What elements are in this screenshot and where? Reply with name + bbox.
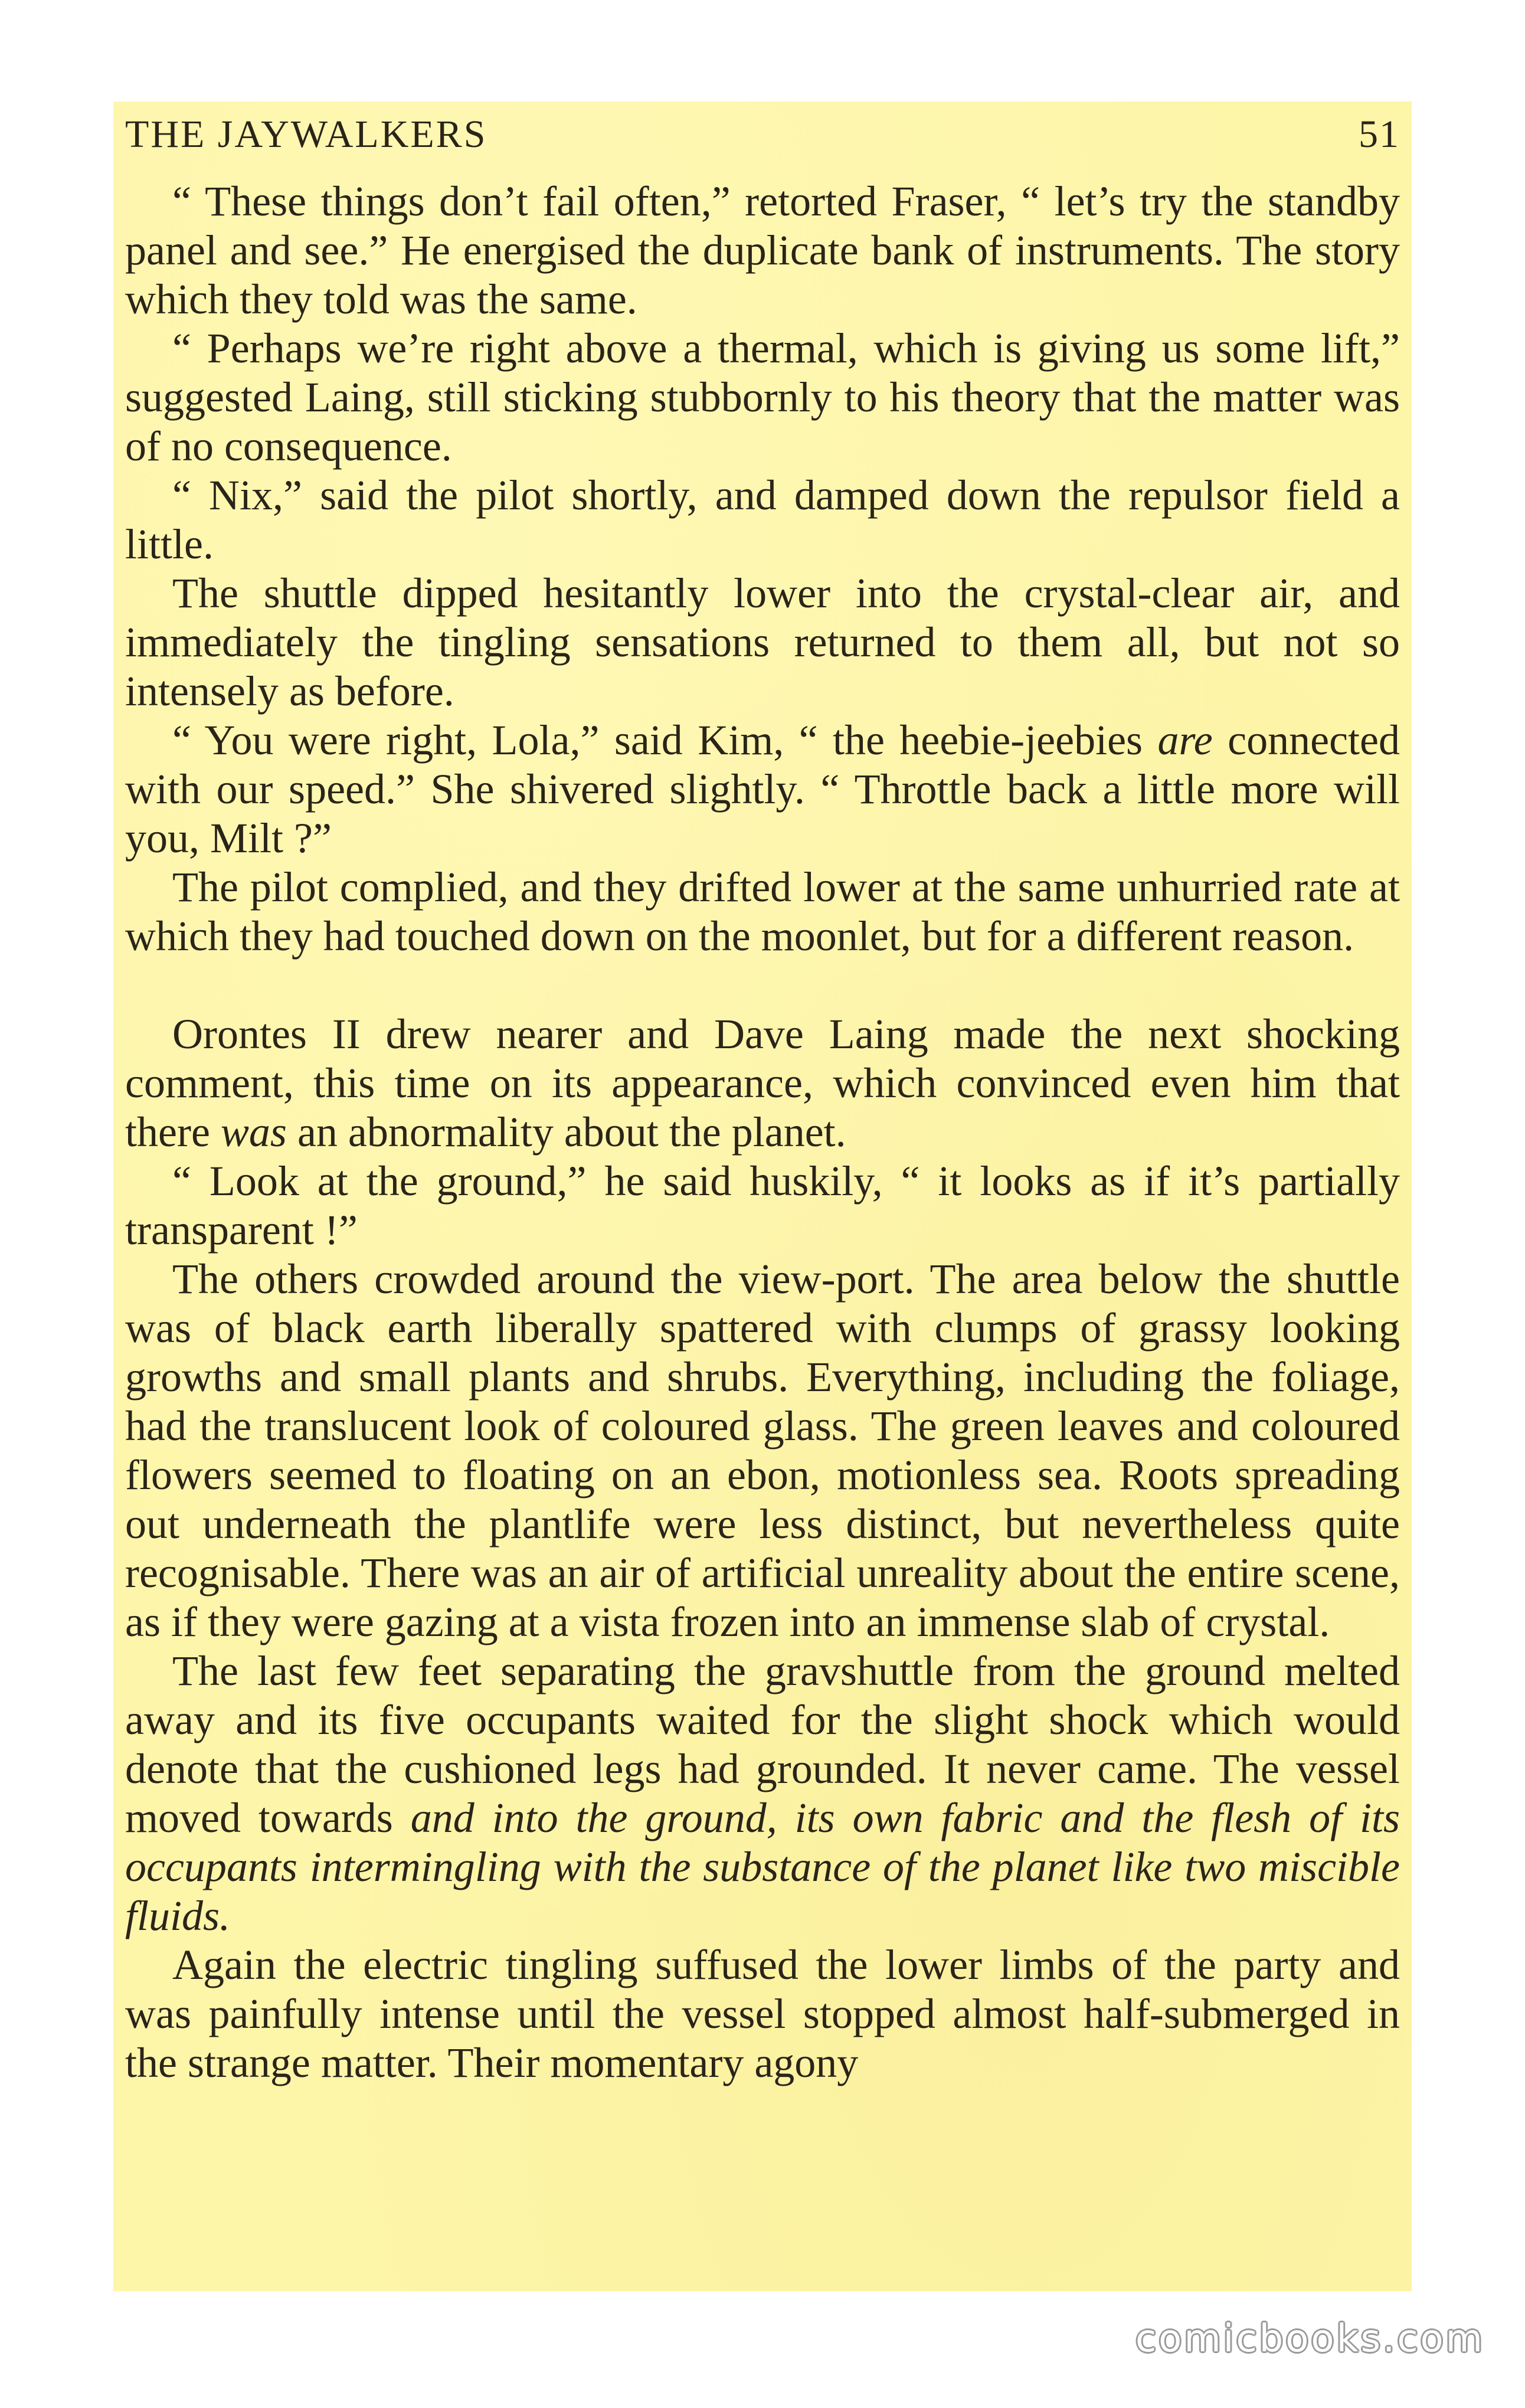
page-body	[125, 177, 1400, 2088]
paragraph: “ Perhaps we’re right above a thermal, which is giving us some lift,” suggested Laing, still sticking stubbornly to his theory that the matter was of no consequence.	[125, 325, 1400, 470]
paragraph: The shuttle dipped hesitantly lower into the crystal-clear air, and immediately the tingling sensations returned to them all, but not so intensely as before.	[125, 570, 1400, 715]
site-watermark: comicbooks.com	[1135, 2317, 1485, 2361]
paragraph	[125, 716, 1400, 863]
paragraph: The pilot complied, and they drifted lower at the same unhurried rate at which they had touched down on the moonlet, but for a different reason.	[125, 863, 1400, 960]
running-title: THE JAYWALKERS	[125, 113, 487, 156]
paragraph: “ Nix,” said the pilot shortly, and damped down the repulsor field a little.	[125, 472, 1400, 568]
paragraph: “ Look at the ground,” he said huskily, “ it looks as if it’s partially transparent !”	[125, 1157, 1400, 1254]
paragraph: The others crowded around the view-port. The area below the shuttle was of black earth liberally spattered with clumps of grassy looking growths and small plants and shrubs. Everything, including the foliage, had the translucent look of coloured glass. The green leaves and coloured flowers seemed to floating on an ebon, motionless sea. Roots spreading out underneath the plantlife were less distinct, but nevertheless quite recognisable. There was an air of artificial unreality about the entire scene, as if they were gazing at a vista frozen into an immense slab of crystal.	[125, 1255, 1400, 1645]
paragraph	[125, 1010, 1400, 1157]
paragraph-text: The last few feet separating the gravshuttle from the ground melted away and its five occupants waited for the slight shock which would denote that the cushioned legs had grounded. It never came. The vessel moved towards	[125, 1647, 1400, 1841]
paragraph	[125, 1647, 1400, 1941]
paragraph-text: connected with our speed.” She shivered slightly. “ Throttle back a little more will you, Milt ?”	[125, 716, 1400, 862]
paragraph: Again the electric tingling suffused the lower limbs of the party and was painfully intense until the vessel stopped almost half-submerged in the strange matter. Their momentary agony	[125, 1941, 1400, 2086]
emphasis: and into the ground, its own fabric and the flesh of its occupants intermingling with the substance of the planet like two miscible fluids.	[125, 1794, 1400, 1939]
emphasis: are	[1157, 716, 1213, 764]
running-header	[125, 105, 1400, 164]
paragraph-text: an abnormality about the planet.	[286, 1108, 846, 1156]
emphasis: was	[220, 1108, 287, 1156]
paragraph-text: “ You were right, Lola,” said Kim, “ the heebie-jeebies	[172, 716, 1158, 764]
book-page	[113, 102, 1412, 2291]
page-number: 51	[1359, 113, 1400, 156]
section-break	[125, 961, 1400, 1010]
paragraph: “ These things don’t fail often,” retorted Fraser, “ let’s try the standby panel and see.” He energised the duplicate bank of instruments. The story which they told was the same.	[125, 178, 1400, 323]
paragraph-text: Orontes II drew nearer and Dave Laing made the next shocking comment, this time on its appearance, which convinced even him that there	[125, 1010, 1400, 1156]
